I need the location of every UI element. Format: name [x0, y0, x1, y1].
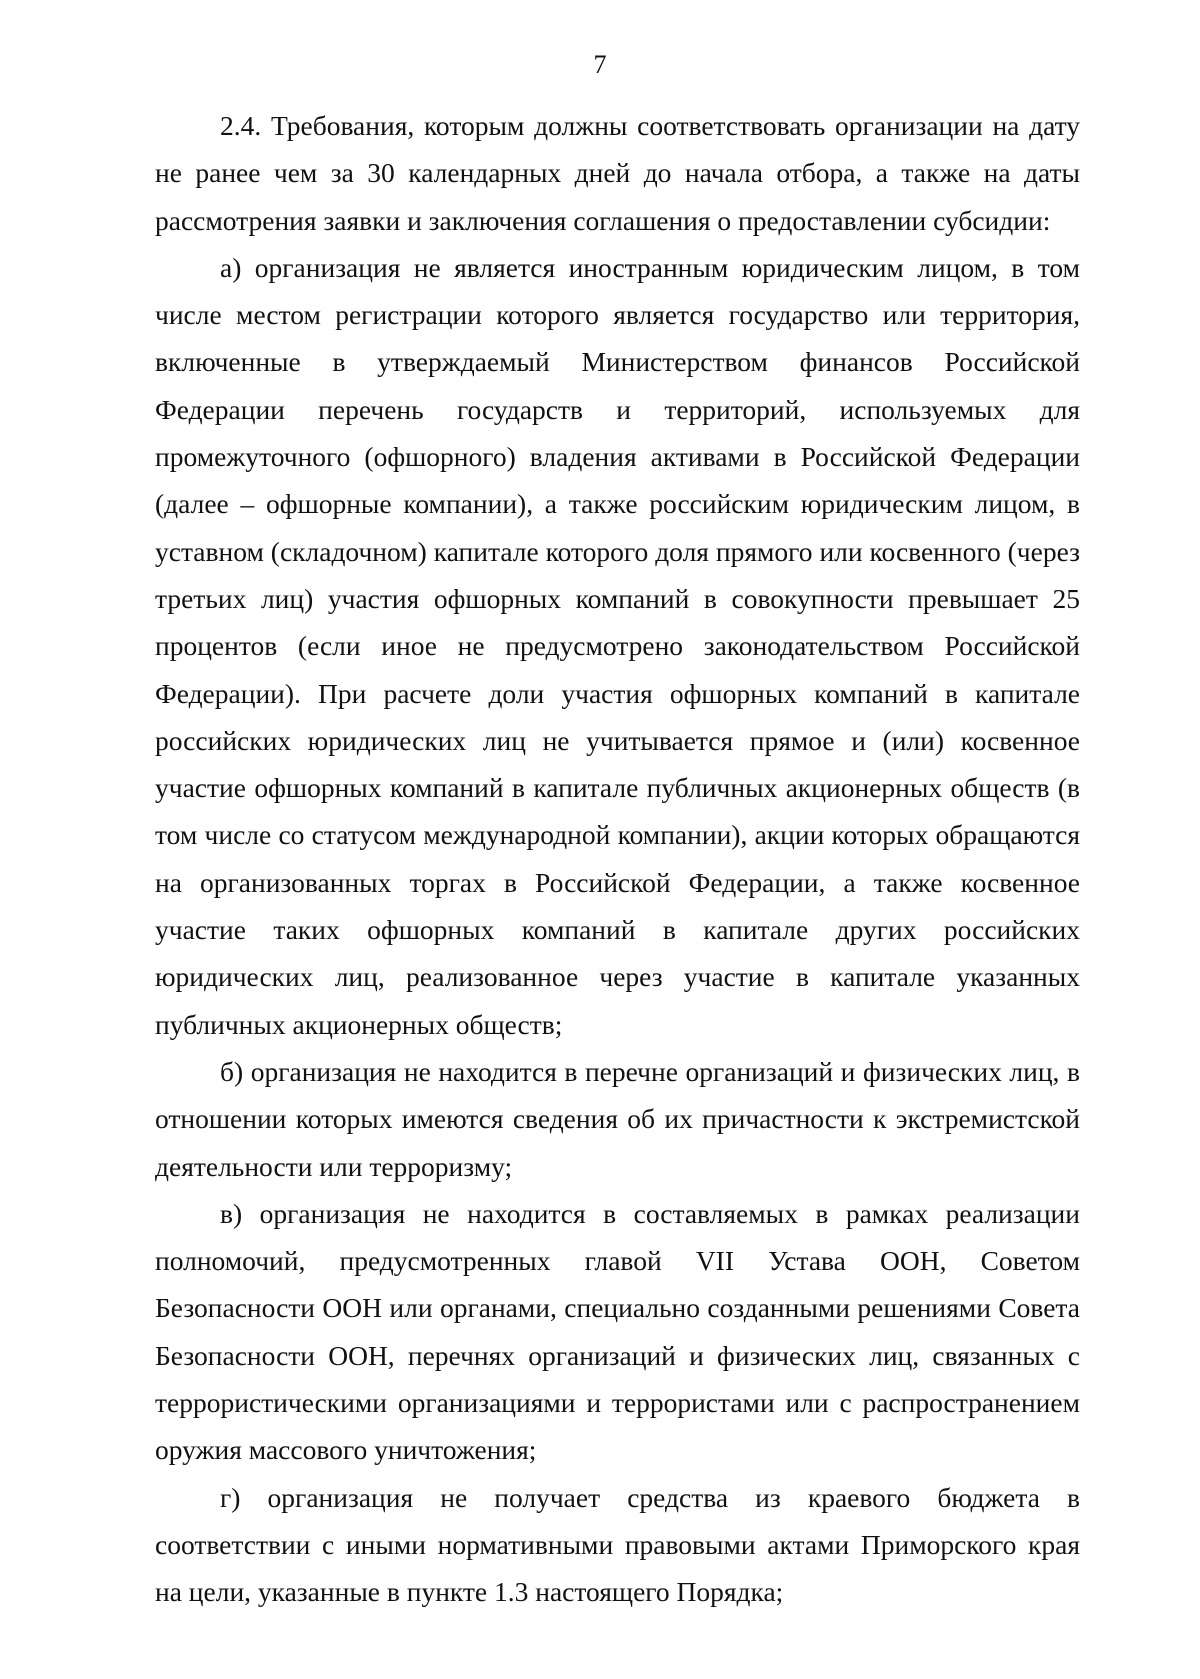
page-number: 7: [593, 50, 607, 79]
paragraph-b: б) организация не находится в перечне организаций и физических лиц, в отношении которых имеются сведения об их причастности к экстремистской деятельности или терроризму;: [155, 1055, 1080, 1182]
paragraph-a: а) организация не является иностранным юридическим лицом, в том числе местом регистрации которого является государство или территория, включенные в утверждаемый Министерством финансов Российской Федерации перечень государств и территорий, используемых для промежуточного (офшорного) владения активами в Российской Федерации (далее – офшорные компании), а также российским юридическим лицом, в уставном (складочном) капитале которого доля прямого или косвенного (через третьих лиц) участия офшорных компаний в совокупности превышает 25 процентов (если иное не предусмотрено законодательством Российской Федерации). При расчете доли участия офшорных компаний в капитале российских юридических лиц не учитывается прямое и (или) косвенное участие офшорных компаний в капитале публичных акционерных обществ (в том числе со статусом международной компании), акции которых обращаются на организованных торгах в Российской Федерации, а также косвенное участие таких офшорных компаний в капитале других российских юридических лиц, реализованное через участие в капитале указанных публичных акционерных обществ;: [155, 251, 1080, 1040]
paragraph-2-4: 2.4. Требования, которым должны соответствовать организации на дату не ранее чем за 30 календарных дней до начала отбора, а также на даты рассмотрения заявки и заключения соглашения о предоставлении субсидии:: [155, 110, 1080, 236]
paragraph-v: в) организация не находится в составляемых в рамках реализации полномочий, предусмотренных главой VII Устава ООН, Советом Безопасности ООН или органами, специально созданными решениями Совета Безопасности ООН, перечнях организаций и физических лиц, связанных с террористическими организациями и террористами или с распространением оружия массового уничтожения;: [155, 1197, 1080, 1466]
paragraph-g: г) организация не получает средства из краевого бюджета в соответствии с иными нормативными правовыми актами Приморского края на цели, указанные в пункте 1.3 настоящего Порядка;: [155, 1481, 1080, 1608]
document-body: [155, 102, 1080, 1616]
